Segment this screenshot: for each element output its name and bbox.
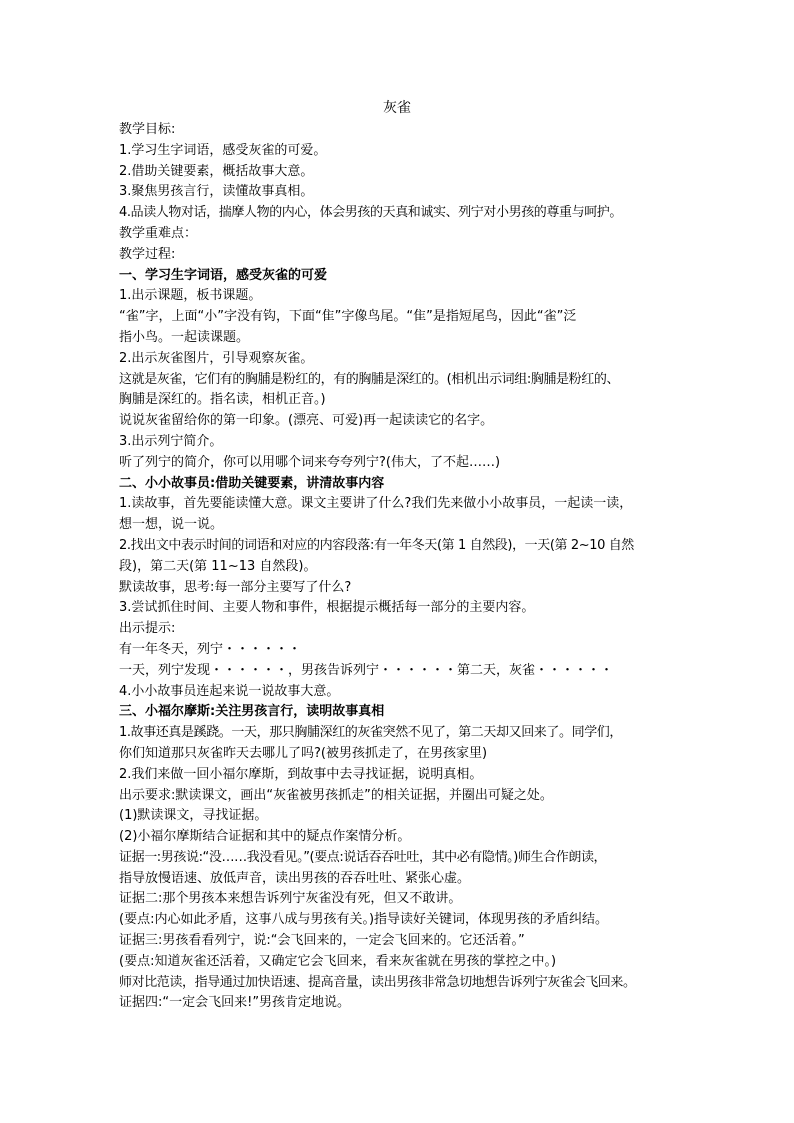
paragraph-line: 1.故事还真是蹊跷。一天，那只胸脯深红的灰雀突然不见了，第二天却又回来了。同学们，: [119, 725, 623, 741]
page-title: 灰雀: [383, 100, 411, 116]
paragraph-line: 你们知道那只灰雀昨天去哪儿了吗?(被男孩抓走了，在男孩家里): [119, 745, 488, 761]
paragraph-line: 指导放慢语速、放低声音，读出男孩的吞吞吐吐、紧张心虚。: [119, 870, 471, 886]
paragraph-line: 有一年冬天，列宁・・・・・・: [119, 641, 302, 657]
paragraph-line: 一天，列宁发现・・・・・・，男孩告诉列宁・・・・・・第二天，灰雀・・・・・・: [119, 662, 614, 678]
paragraph-line: (1)默读课文，寻找证据。: [119, 808, 268, 824]
paragraph-line: 胸脯是深红的。指名读，相机正音。): [119, 392, 326, 408]
paragraph-line: 1.读故事，首先要能读懂大意。课文主要讲了什么?我们先来做小小故事员，一起读一读，: [119, 496, 633, 512]
paragraph-line: 2.出示灰雀图片，引导观察灰雀。: [119, 350, 314, 366]
paragraph-line: 证据三:男孩看看列宁，说:“会飞回来的，一定会飞回来的。它还活着。”: [119, 933, 525, 949]
goal-item: 4.品读人物对话，揣摩人物的内心，体会男孩的天真和诚实、列宁对小男孩的尊重与呵护。: [119, 205, 623, 221]
goals-heading: 教学目标:: [119, 122, 176, 137]
paragraph-line: 师对比范读，指导通过加快语速、提高音量，读出男孩非常急切地想告诉列宁灰雀会飞回来。: [119, 974, 636, 990]
key-points-heading: 教学重难点：: [119, 225, 198, 241]
paragraph-line: (要点:内心如此矛盾，这事八成与男孩有关。)指导读好关键词，体现男孩的矛盾纠结。: [119, 912, 609, 928]
paragraph-line: 想一想，说一说。: [119, 517, 224, 533]
paragraph-line: 指小鸟。一起读课题。: [119, 329, 250, 345]
paragraph-line: 3.出示列宁简介。: [119, 433, 223, 449]
paragraph-line: “雀”字，上面“小”字没有钩，下面“隹”字像鸟尾。“隹”是指短尾鸟，因此“雀”泛: [119, 309, 577, 325]
goal-item: 1.学习生字词语，感受灰雀的可爱。: [119, 142, 327, 158]
paragraph-line: (要点:知道灰雀还活着，又确定它会飞回来，看来灰雀就在男孩的掌控之中。): [119, 953, 557, 969]
paragraph-line: 证据二:那个男孩本来想告诉列宁灰雀没有死，但又不敢讲。: [119, 891, 462, 907]
paragraph-line: 2.找出文中表示时间的词语和对应的内容段落:有一年冬天(第 1 自然段)，一天(第 2~10 自然: [119, 537, 634, 553]
paragraph-line: 听了列宁的简介，你可以用哪个词来夸夸列宁?(伟大，了不起……): [119, 454, 501, 470]
paragraph-line: 证据四:“一定会飞回来!”男孩肯定地说。: [119, 995, 351, 1011]
paragraph-line: 这就是灰雀，它们有的胸脯是粉红的，有的胸脯是深红的。(相机出示词组:胸脯是粉红的、: [119, 371, 620, 387]
paragraph-line: (2)小福尔摩斯结合证据和其中的疑点作案情分析。: [119, 829, 411, 845]
section-2-heading: 二、小小故事员:借助关键要素，讲清故事内容: [119, 475, 385, 491]
goal-item: 3.聚焦男孩言行，读懂故事真相。: [119, 184, 314, 200]
paragraph-line: 段)，第二天(第 11~13 自然段)。: [119, 558, 317, 574]
paragraph-line: 默读故事，思考:每一部分主要写了什么?: [119, 579, 352, 595]
section-3-heading: 三、小福尔摩斯:关注男孩言行，读明故事真相: [119, 704, 385, 720]
process-heading: 教学过程:: [119, 246, 176, 262]
section-1-heading: 一、学习生字词语，感受灰雀的可爱: [119, 267, 328, 283]
goal-item: 2.借助关键要素，概括故事大意。: [119, 163, 314, 179]
paragraph-line: 4.小小故事员连起来说一说故事大意。: [119, 683, 340, 699]
paragraph-line: 1.出示课题，板书课题。: [119, 288, 262, 304]
paragraph-line: 2.我们来做一回小福尔摩斯，到故事中去寻找证据，说明真相。: [119, 766, 483, 782]
paragraph-line: 出示要求:默读课文，画出“灰雀被男孩抓走”的相关证据，并圈出可疑之处。: [119, 787, 553, 803]
paragraph-line: 3.尝试抓住时间、主要人物和事件，根据提示概括每一部分的主要内容。: [119, 600, 535, 616]
paragraph-line: 出示提示:: [119, 621, 176, 637]
paragraph-line: 证据一:男孩说:“没……我没看见。”(要点:说话吞吞吐吐，其中必有隐情。)师生合作朗读，: [119, 849, 607, 865]
paragraph-line: 说说灰雀留给你的第一印象。(漂亮、可爱)再一起读读它的名字。: [119, 413, 494, 429]
document-body: [119, 120, 679, 1014]
